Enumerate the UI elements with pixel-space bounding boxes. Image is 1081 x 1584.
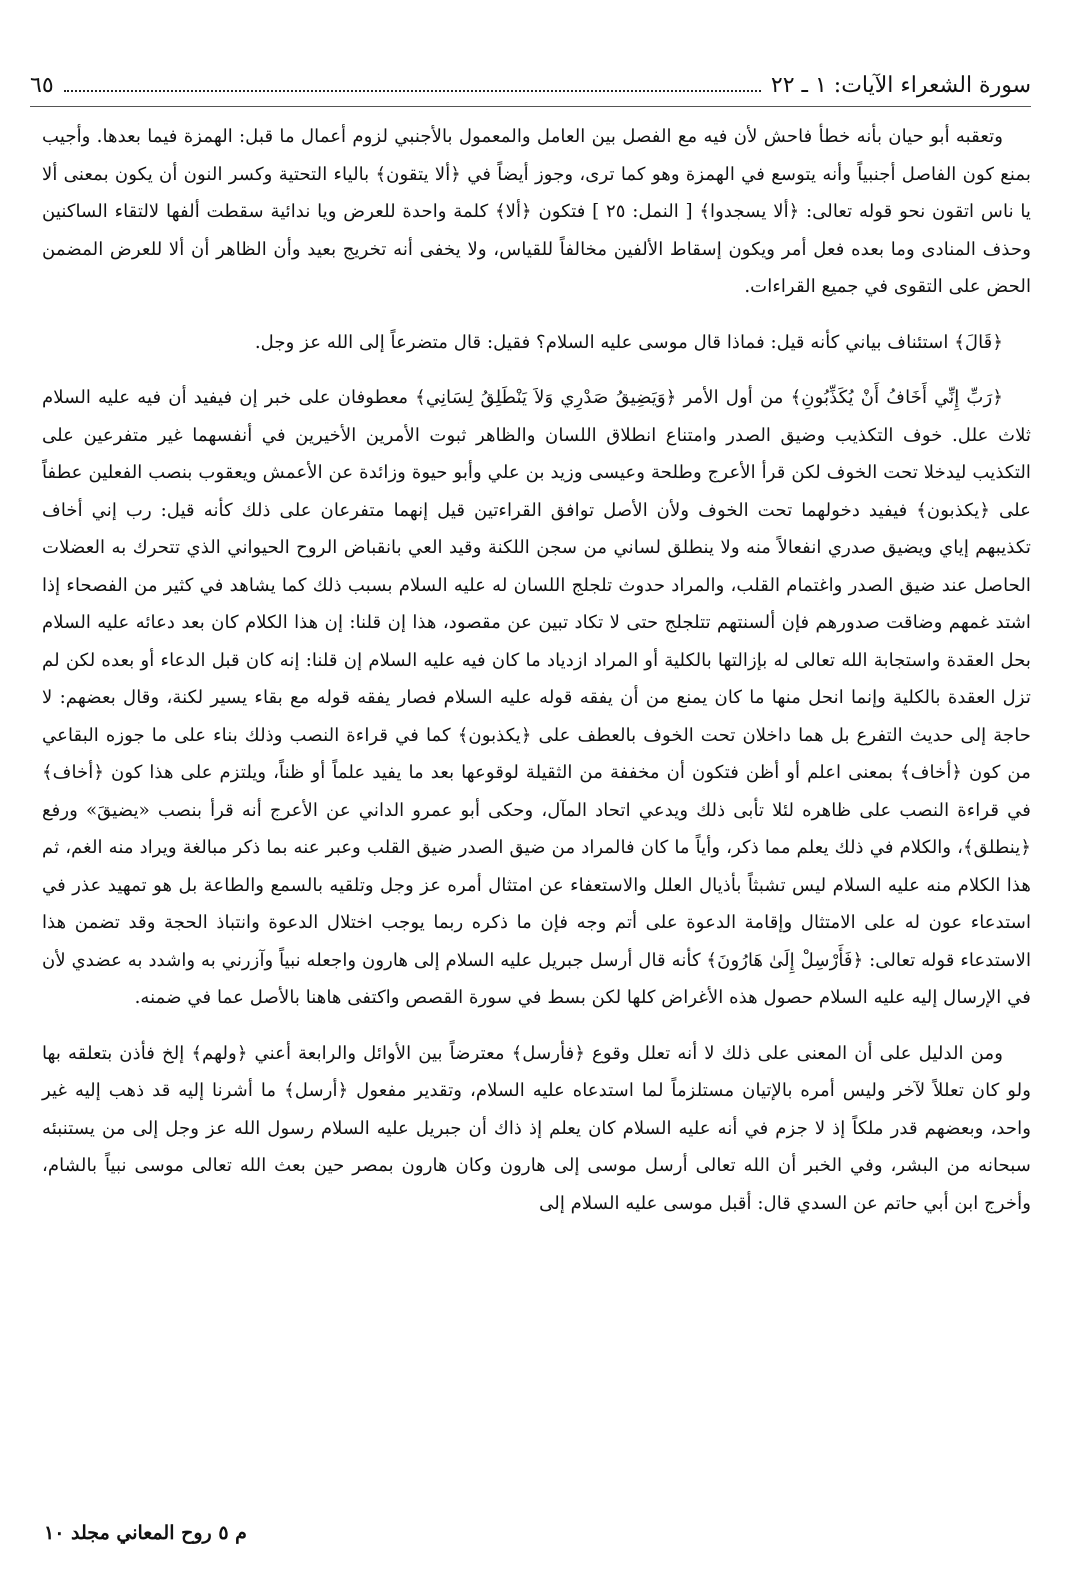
main-text [42, 118, 1031, 1222]
header-title: سورة الشعراء الآيات: ١ ـ ٢٢ [770, 72, 1031, 98]
running-header [30, 68, 1031, 102]
header-leader-dots [64, 90, 761, 92]
paragraph-1: وتعقبه أبو حيان بأنه خطأ فاحش لأن فيه مع الفصل بين العامل والمعمول بالأجنبي لزوم أعمال ما قبل: الهمزة فيما بعدها. وأجيب بمنع كون الفاصل أجنبياً وأنه يتوسع في الهمزة وهو كما ترى، وجوز أيضاً في ﴿ألا يتقون﴾ بالياء التحتية وكسر النون أن يكون بمعنى ألا يا ناس اتقون نحو قوله تعالى: ﴿ألا يسجدوا﴾ [ النمل: ٢٥ ] فتكون ﴿ألا﴾ كلمة واحدة للعرض ويا ندائية سقطت ألفها لالتقاء الساكنين وحذف المنادى وما بعده فعل أمر ويكون إسقاط الألفين مخالفاً للقياس، ولا يخفى أنه تخريج بعيد وأن الظاهر أن ألا للعرض المضمن الحض على التقوى في جميع القراءات. [42, 126, 1031, 297]
paragraph-2: ﴿قَالَ﴾ استئناف بياني كأنه قيل: فماذا قال موسى عليه السلام؟ فقيل: قال متضرعاً إلى الله عز وجل. [254, 331, 1003, 353]
paragraph-4: ومن الدليل على أن المعنى على ذلك لا أنه تعلل وقوع ﴿فأرسل﴾ معترضاً بين الأوائل والرابعة أعني ﴿ولهم﴾ إلخ فأذن بتعلقه بها ولو كان تعللاً لآخر وليس أمره بالإتيان مستلزماً لما استدعاه عليه السلام، وتقدير مفعول ﴿أرسل﴾ ما أشرنا إليه قد ذهب إليه غير واحد، وبعضهم قدر ملكاً إذ لا جزم في أنه عليه السلام كان يعلم إذ ذاك أن جبريل عليه السلام رسول الله عز وجل إلى من يستنبئه سبحانه من البشر، وفي الخبر أن الله تعالى أرسل موسى إلى هارون وكان هارون بمصر حين بعث الله تعالى موسى نبياً بالشام، وأخرج ابن أبي حاتم عن السدي قال: أقبل موسى عليه السلام إلى [42, 1042, 1031, 1214]
header-rule [30, 106, 1031, 107]
paragraph-3: ﴿رَبِّ إِنِّي أَخَافُ أَنْ يُكَذِّبُونِ﴾ من أول الأمر ﴿وَيَضِيقُ صَدْرِي وَلاَ يَنْطَلِقُ لِسَانِي﴾ معطوفان على خبر إن فيفيد أن فيه عليه السلام ثلاث علل. خوف التكذيب وضيق الصدر وامتناع انطلاق اللسان والظاهر ثبوت الأمرين الأخيرين في أنفسهما غير متفرعين على التكذيب ليدخلا تحت الخوف لكن قرأ الأعرج وطلحة وعيسى وزيد بن علي وأبو حيوة وزائدة عن الأعمش ويعقوب بنصب الفعلين عطفاً على ﴿يكذبون﴾ فيفيد دخولهما تحت الخوف ولأن الأصل توافق القراءتين قيل إنهما متفرعان على ذلك كأنه قيل: رب إني أخاف تكذيبهم إياي ويضيق صدري انفعالاً منه ولا ينطلق لساني من سجن اللكنة وقيد العي بانقباض الروح الحيواني الذي تتحرك به العضلات الحاصل عند ضيق الصدر واغتمام القلب، والمراد حدوث تلجلج اللسان له عليه السلام بسبب ذلك كما يشاهد في كثير من الفصحاء إذا اشتد غمهم وضاقت صدورهم فإن ألسنتهم تتلجلج حتى لا تكاد تبين عن مقصود، هذا إن قلنا: إن هذا الكلام كان بعد دعائه عليه السلام بحل العقدة واستجابة الله تعالى له بإزالتها بالكلية أو المراد ازدياد ما كان فيه عليه السلام إن قلنا: إنه كان قبل الدعاء أو بعده لكن لم تزل العقدة بالكلية وإنما انحل منها ما كان يمنع من أن يفقه قوله عليه السلام فصار يفقه قوله مع بقاء يسير لكنة، وقال بعضهم: لا حاجة إلى حديث التفرع بل هما داخلان تحت الخوف بالعطف على ﴿يكذبون﴾ كما في قراءة النصب وذلك بناء على ما جوزه البقاعي من كون ﴿أخاف﴾ بمعنى اعلم أو أظن فتكون أن مخففة من الثقيلة لوقوعها بعد ما يفيد علماً أو ظناً، ويلتزم على هذا كون ﴿أخاف﴾ في قراءة النصب على ظاهره لئلا تأبى ذلك ويدعي اتحاد المآل، وحكى أبو عمرو الداني عن الأعرج أنه قرأ بنصب «يضيقَ» ورفع ﴿ينطلق﴾، والكلام في ذلك يعلم مما ذكر، وأياً ما كان فالمراد من ضيق الصدر ضيق القلب وعبر عنه بما ذكر مبالغة ويراد منه الغم، ثم هذا الكلام منه عليه السلام ليس تشبثاً بأذيال العلل والاستعفاء عن امتثال أمره عز وجل وتلقيه بالسمع والطاعة بل هو تمهيد عذر في استدعاء عون له على الامتثال وإقامة الدعوة على أتم وجه فإن ما ذكره ربما يوجب اختلال الدعوة وانتباذ الحجة وقد تضمن هذا الاستدعاء قوله تعالى: ﴿فَأَرْسِلْ إِلَىٰ هَارُونَ﴾ كأنه قال أرسل جبريل عليه السلام إلى هارون واجعله نبياً وآزرني به واشدد به عضدي لأن في الإرسال إليه عليه السلام حصول هذه الأغراض كلها لكن بسط في سورة القصص واكتفى هاهنا بالأصل عما في ضمنه. [42, 387, 1031, 1008]
page-number: ٦٥ [30, 72, 54, 98]
signature-mark: م ٥ روح المعاني مجلد ١٠ [44, 1522, 247, 1544]
